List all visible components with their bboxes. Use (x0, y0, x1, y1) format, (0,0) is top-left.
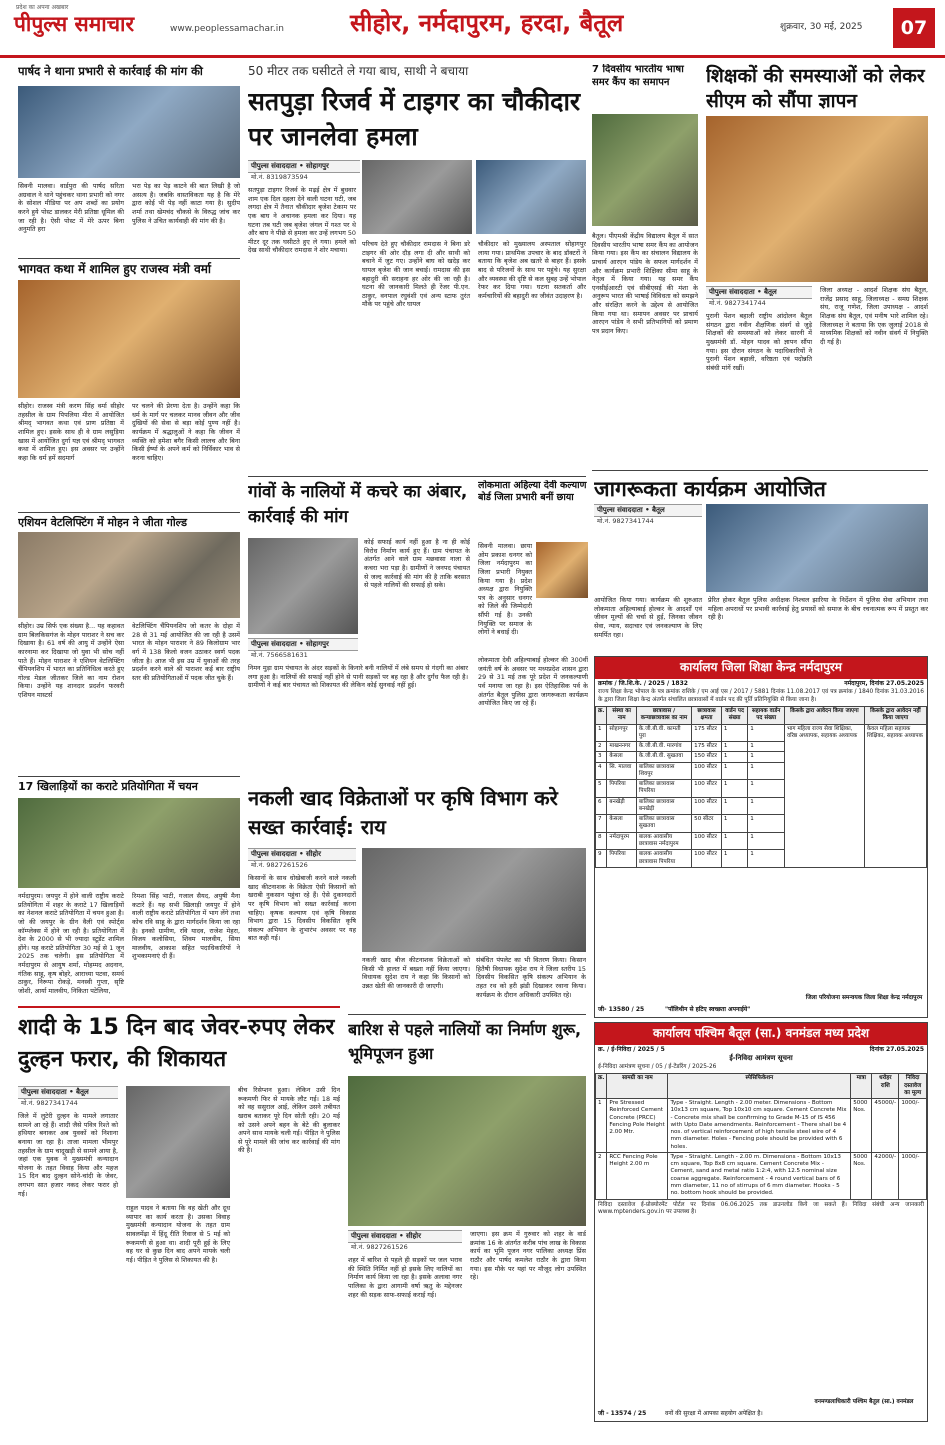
newspaper-logo: पीपुल्स समाचार (14, 11, 135, 36)
portrait-photo (536, 542, 588, 598)
article-headline: भागवत कथा में शामिल हुए राजस्व मंत्री वर्मा (18, 262, 212, 276)
notice-signatory: वनमण्डलाधिकारी पश्चिम बैतूल (सा.) वनमंडल (814, 1399, 914, 1406)
table-header-cell: सामग्री का नाम (607, 1074, 668, 1099)
article-body: वेटलिफ्टिंग चैंपियनशिप जो कतर के दोहा में 28 से 31 मई आयोजित की जा रही है उसमें भारत के मोहन पाराशर ने 89 किलोग्राम भार वर्ग में 138 किलो वजन उठाकर स्वर्ण पदक जीता है। आज भी इस उम्र में युवाओं की तरह प्रदर्शन करने वाले श्री पाराशर कई बार राष्ट्रीय स्तर की प्रतियोगिताओं में पदक जीत चुके हैं। (132, 622, 240, 682)
article-body: सिवनी मालवा। छाया ओम प्रकाश धनगर को जिला नर्मदापुरम का जिला प्रभारी नियुक्त किया गया है। प्रदेश अध्यक्ष द्वारा नियुक्ति पत्र के अनुसार धनगर को जिले की जिम्मेदारी सौंपी गई है। उनकी नियुक्ति पर समाज के लोगों ने बधाई दी। (478, 542, 532, 637)
table-cell: 1 (721, 780, 747, 798)
table-cell: 1 (748, 724, 785, 742)
article-photo (706, 504, 928, 592)
article-byline: पीपुल्स संवाददाता • सीहोर (348, 1230, 462, 1243)
article-headline: गांवों के नालियों में कचरे का अंबार, कार्रवाई की मांग (248, 482, 468, 527)
table-cell: 6 (596, 797, 607, 815)
article-kicker: 50 मीटर तक घसीटते ले गया बाघ, साथी ने बचाया (248, 64, 469, 78)
article-lokmata (478, 480, 588, 778)
article-teachers (706, 64, 928, 468)
article-body: आयोजित किया गया। कार्यक्रम की शुरुआत लोकमाता अहिल्याबाई होल्कर के आदर्शों एवं जीवन मूल्यों की चर्चा से हुई, जिनका जीवन सेवा, न्याय, सदाचार एवं जनकल्याण के लिए समर्पित रहा। (594, 596, 702, 639)
article-body: सीहोर। राजस्व मंत्री करण सिंह वर्मा सीहोर तहसील के ग्राम पिपलिया मीरा में आयोजित श्रीमद् भागवत कथा एवं प्राण प्रतिष्ठा में शामिल हुए। इसके साथ ही वे ग्राम लसुड़िया खास में आयोजित दुर्गा यज्ञ एवं श्रीमद् भागवत कथा में शामिल हुए। इस अवसर पर उन्होंने कहा कि धर्म हमें सदमार्ग (18, 402, 124, 462)
table-cell: के.जी.बी.वी. कामती पुरा (636, 724, 691, 742)
brand-tagline: प्रदेश का अपना अखबार (16, 4, 69, 11)
notice-education (594, 656, 928, 1018)
notice-slogan: वनों की सुरक्षा में आपका सहयोग अपेक्षित है। (665, 1410, 763, 1418)
table-cell: 1 (721, 850, 747, 868)
article-bride (18, 1012, 340, 1422)
article-photo (18, 798, 240, 888)
article-photo (476, 160, 586, 234)
article-body: प्रेरित होकर बैतूल पुलिस अधीक्षक निश्चल झारिया के निर्देशन में पुलिस सेवा अभियान तथा महिला अपराधों पर प्रभावी कार्रवाई हेतु प्रयासों को समाज के बीच रचनात्मक रूप में प्रस्तुत कर रही है। (708, 596, 928, 622)
article-tiger (248, 64, 586, 474)
table-cell: 1 (721, 724, 747, 742)
table-cell: के.जी.बी.वी. सुखतवा (636, 752, 691, 762)
table-cell: बालिका छात्रावास शिवपुर (636, 762, 691, 780)
article-photo (18, 280, 240, 398)
article-body: बैतूल। पीएमश्री केंद्रीय विद्यालय बैतूल में सात दिवसीय भारतीय भाषा समर कैंप का आयोजन किया गया। इस कैंप का संचालन विद्यालय के प्राचार्य आरएन पांडेय के सफल मार्गदर्शन में और कार्यक्रम प्रभारी शिक्षिका सीमा साहू के नेतृत्व में किया गया। यह समर कैंप एनसीईआरटी एवं सीबीएसई की मंशा के अनुरूप भारत की भाषाई विविधता को समझने और संरक्षित करने के उद्देश्य से आयोजित किया गया था। समापन अवसर पर प्राचार्य आरएन पांडेय ने सभी प्रतिभागियों को प्रमाण पत्र प्रदान किए। (592, 232, 698, 336)
table-cell: बालक आवासीय छात्रावास पिपरिया (636, 850, 691, 868)
table-cell: 1000/- (899, 1152, 927, 1199)
table-cell: 8 (596, 832, 607, 850)
article-body: शहर में बारिश से पहले ही सड़कों पर जल भराव की स्थिति निर्मित नहीं हो इसके लिए नालियों का निर्माण कार्य किया जा रहा है। इसके अलावा नगर पालिका के द्वारा आगामी वर्षा ऋतु के मद्देनजर शहर की सड़क साफ-सफाई कराई गई। (348, 1256, 462, 1299)
article-parshad (18, 64, 240, 256)
notice-title: कार्यालय पश्चिम बैतूल (सा.) वनमंडल मध्य प्रदेश (595, 1023, 927, 1045)
table-header-cell: मात्रा (851, 1074, 872, 1099)
table-cell: 100 सीटर (692, 832, 722, 850)
table-cell: 100 सीटर (692, 797, 722, 815)
table-cell: 5000 Nos. (851, 1099, 872, 1153)
article-body: पर चलने की प्रेरणा देता है। उन्होंने कहा कि धर्म के मार्ग पर चलकर मानव जीवन और जीव दुखियों की सेवा से बड़ा कोई पुण्य नहीं है। कार्यक्रम में श्रद्धालुओं ने कहा कि जीवन में व्यक्ति को हमेशा बगैर किसी लालच और बिना किसी ईर्ष्या के अपने कर्म को निर्विकार भाव से करना चाहिए। (132, 402, 240, 462)
article-body: जिले में लुटेरी दुल्हन के मामले लगातार सामने आ रहे हैं। शादी जैसे पवित्र रिश्ते को हथियार बनाकर अब युवकों को निशाना बनाया जा रहा है। ताजा मामला भीमपुर तहसील के ग्राम चादूखड़ी से सामने आया है, जहां एक युवक ने मुख्यमंत्री कन्यादान योजना के तहत विवाह किया और महज 15 दिन बाद दुल्हन सोने-चांदी के जेवर, लगभग सात हजार नकद लेकर फरार हो गई। (18, 1112, 118, 1198)
table-cell: केवल महिला सहायक शिक्षिका, सहायक अध्यापक (864, 724, 926, 867)
table-cell: नर्मदापुरम (607, 832, 636, 850)
table-cell: केसला (607, 752, 636, 762)
table-row (596, 724, 927, 742)
article-body: परिचय देते हुए चौकीदार रामदास ने बिना डरे टाइगर की ओर दौड़ लगा दी और साथी को बचाने में जुट गए। उन्होंने बाघ को खदेड़ कर घायल बृजेश की जान बचाई। रामदास की इस बहादुरी की सराहना हर ओर की जा रही है। घटना की जानकारी मिलते ही रेंजर पी.एन. ठाकुर, वनपाल रघुवंशी एवं अन्य स्टाफ तुरंत मौके पर पहुंचे और घायल (362, 240, 470, 309)
article-headline: लोकमाता अहिल्या देवी कल्याण बोर्ड जिला प्रभारी बनीं छाया (478, 480, 587, 503)
article-byline: पीपुल्स संवाददाता • बैतूल (18, 1086, 118, 1099)
website-link[interactable]: www.peoplessamachar.in (170, 24, 284, 34)
article-body: जिला अध्यक्ष - आदर्श शिक्षक संघ बैतूल, राजेंद्र प्रसाद साहू, जिलाध्यक्ष - समग्र शिक्षक संघ, राजू गणेश, जिला उपाध्यक्ष - आदर्श शिक्षक संघ बैतूल, एवं मनीष भारे शामिल रहे। जिलाध्यक्ष ने बताया कि एक जुलाई 2018 से माध्यमिक शिक्षकों को नवीन संवर्ग में नियुक्ति दी गई है। (820, 286, 928, 346)
article-body: कोई सफाई कार्य नहीं हुआ है ना ही कोई विरोध निर्माण कार्य हुए हैं। ग्राम पंचायत के अंतर्गत आने वाले ग्राम मछवासा नाला से कचरा भरा पड़ा है। ग्रामीणों ने जनपद पंचायत से जल्द कार्रवाई की मांग की है ताकि बरसात से पहले नालियों की सफाई हो सके। (364, 538, 470, 590)
article-drain-construction (348, 1018, 586, 1422)
notice-title: कार्यालय जिला शिक्षा केन्द्र नर्मदापुरम (595, 657, 927, 679)
article-photo (348, 1076, 586, 1226)
table-cell: सि. मालवा (607, 762, 636, 780)
table-cell: 2 (596, 742, 607, 752)
table-cell: पिपरिया (607, 850, 636, 868)
notice-ref: क्रमांक / जि.शि.के. / 2025 / 1832 (598, 679, 688, 687)
table-cell: 100 सीटर (692, 762, 722, 780)
notice-date: नर्मदापुरम, दिनांक 27.05.2025 (844, 679, 924, 687)
table-cell: 5 (596, 780, 607, 798)
notice-footer-code: जी- 13580 / 25 (598, 1006, 645, 1014)
table-header-cell: छात्रावास क्षमता (692, 707, 722, 725)
table-cell: माखननगर (607, 742, 636, 752)
article-headline: नकली खाद विक्रेताओं पर कृषि विभाग करे सख्त कार्रवाई: राय (248, 786, 558, 839)
table-cell: 2 (596, 1152, 607, 1199)
article-headline: शिक्षकों की समस्याओं को लेकर सीएम को सौंपा ज्ञापन (706, 65, 925, 112)
reporter-phone: मो.नं. 9827341744 (21, 1099, 78, 1107)
article-headline: 17 खिलाड़ियों का कराटे प्रतियोगिता में चयन (18, 780, 198, 793)
divider (18, 258, 240, 259)
table-cell: पिपरिया (607, 780, 636, 798)
table-cell: 1 (748, 832, 785, 850)
table-cell: 42000/- (872, 1152, 899, 1199)
article-headline: पार्षद ने थाना प्रभारी से कार्रवाई की मांग की (18, 64, 203, 78)
issue-date: शुक्रवार, 30 मई, 2025 (780, 22, 863, 32)
article-photo (706, 116, 928, 282)
table-row (596, 1152, 927, 1199)
article-body: किसानों के साथ धोखेबाजी करने वाले नकली खाद कीटनाशक के विक्रेता ऐसी किसानों को खराबी नुकसान पहुंचा रहे हैं। ऐसे दुकानदारों पर कृषि विभाग को सख्त कार्रवाई करना चाहिए। कृषक कल्याण एवं कृषि विकास विभाग द्वारा 15 दिवसीय विकसित कृषि संकल्प अभियान के शुभारंभ अवसर पर यह बात कही गई। (248, 874, 356, 943)
table-cell: 175 सीटर (692, 724, 722, 742)
reporter-phone: मो.नं. 9827341744 (709, 299, 766, 307)
table-cell: बालिका छात्रावास बनखेड़ी (636, 797, 691, 815)
article-headline: एशियन वेटलिफ्टिंग में मोहन ने जीता गोल्ड (18, 516, 188, 529)
article-body: भरा पेड़ का पेड़ काटने की बात लिखी है जो असत्य है। जबकि वास्तविकता यह है कि मेरे द्वारा कोई भी पेड़ नहीं काटा गया है। सुदीप शर्मा तथा खेमचंद चौकसे के विरुद्ध जांच कर पुलिस ने उचित कार्यवाही की मांग की है। (132, 182, 240, 225)
table-cell: 1 (748, 780, 785, 798)
table-cell: 1 (748, 797, 785, 815)
table-header-row (596, 1074, 927, 1099)
article-body: जाएगा। इस क्रम में गुरुवार को शहर के वार्ड क्रमांक 16 के अंतर्गत करीब पांच लाख के विकास कार्य का भूमि पूजन नगर पालिका अध्यक्ष प्रिंस राठौर और पार्षद कमलेश राठौर के द्वारा किया गया। इस मौके पर यहां पर मौजूद लोग उपस्थित रहे। (470, 1230, 586, 1282)
article-headline: 7 दिवसीय भारतीय भाषा समर कैंप का समापन (592, 64, 684, 88)
table-row (596, 1099, 927, 1153)
table-header-cell: संस्था का नाम (607, 707, 636, 725)
article-body: पुरानी पेंशन बहाली राष्ट्रीय आंदोलन बैतूल संगठन द्वारा नवीन शैक्षणिक संवर्ग से जुड़े शिक्षकों की समस्याओं को लेकर सारनी में मुख्यमंत्री डॉ. मोहन यादव को ज्ञापन सौंपा गया। इस दौरान संगठन के पदाधिकारियों ने पुरानी पेंशन बहाली, वरिष्ठता एवं पदोन्नति संबंधी मांगें रखीं। (706, 312, 812, 372)
article-body: सीहोर। उम्र सिर्फ एक संख्या है... यह कहावत ग्राम बिलकिसगंज के मोहन पाराशर ने सच कर दिखाया है। 61 वर्ष की आयु में उन्होंने ऐसा कारनामा कर दिखाया जो युवा भी सोच नहीं पाते हैं। मोहन पाराशर ने एशियन वेटलिफ्टिंग चैंपियनशिप में भारत का प्रतिनिधित्व करते हुए गोल्ड मेडल जीतकर जिले का नाम रोशन किया। उन्होंने यह शानदार प्रदर्शन फरवरी एशियन मास्टर्स (18, 622, 124, 700)
notice-forest (594, 1022, 928, 1422)
table-cell: 1 (721, 832, 747, 850)
divider (248, 476, 586, 477)
article-photo (362, 848, 586, 952)
table-header-row (596, 707, 927, 725)
table-cell: सोहागपुर (607, 724, 636, 742)
article-headline: जागरूकता कार्यक्रम आयोजित (594, 477, 826, 501)
notice-subtitle: ई-निविदा आमंत्रण सूचना (729, 1054, 793, 1063)
table-header-cell: क्र. (596, 707, 607, 725)
table-cell: Pre Stressed Reinforced Cement Concrete (PRCC) Fencing Pole Height 2.00 Mtr. (607, 1099, 668, 1153)
article-photo (18, 86, 240, 178)
article-summer-camp (592, 64, 698, 474)
table-cell: Type - Straight. Length - 2.00 meter. Dimensions - Bottom 10x13 cm square, Top 10x10 cm square. Cement Concrete Mix - Concrete mix shall be confirming to Grade M-15 of IS 456 with Upto Date amendments. Reinforcement - There shall be 4 nos. of vertical reinforcement of high tensile steel wire of 4 mm diameter. Holes - Fencing pole should be provided with 6 holes. (668, 1099, 851, 1153)
article-bhagwat (18, 262, 240, 510)
divider (18, 776, 240, 777)
table-cell: 50 सीटर (692, 815, 722, 833)
table-cell: 1 (721, 797, 747, 815)
notice-date: दिनांक 27.05.2025 (869, 1045, 924, 1053)
table-header-cell: वार्डन पद संख्या (721, 707, 747, 725)
table-cell: 1 (596, 1099, 607, 1153)
divider (18, 512, 240, 513)
article-fertilizer (248, 784, 586, 1012)
table-cell: 100 सीटर (692, 850, 722, 868)
article-photo (592, 114, 698, 226)
reporter-phone: मो.नं. 8319873594 (251, 173, 308, 181)
table-cell: बालिका छात्रावास सुखतवा (636, 815, 691, 833)
notice-ref: क्र. / ई-निविदा / 2025 / 5 (598, 1045, 665, 1053)
article-body: संबंधित पंपलेट का भी वितरण किया। किसान हितैषी विधायक सुदेश राय ने जिला स्तरीय 15 दिवसीय विकसित कृषि संकल्प अभियान के तहत रथ को हरी झंडी दिखाकर रवाना किया। कार्यक्रम के दौरान अधिकारी उपस्थित रहे। (476, 956, 586, 999)
article-photo (126, 1086, 230, 1198)
article-photo (362, 160, 472, 234)
article-photo (18, 532, 240, 618)
masthead (0, 0, 945, 58)
notice-terms: निविदा दस्तावेज ई-प्रोक्योरमेंट पोर्टल पर दिनांक 06.06.2025 तक डाउनलोड किये जा सकते हैं। निविदा संबंधी अन्य जानकारी www.mptenders.gov.in पर उपलब्ध है। (598, 1201, 924, 1216)
table-cell: 1 (748, 762, 785, 780)
table-cell: 175 सीटर (692, 742, 722, 752)
article-body: नकली खाद बीज कीटनाशक विक्रेताओं को किसी भी हालत में बख्शा नहीं किया जाएगा। विधायक सुदेश राय ने कहा कि किसानों को उन्नत खेती की जानकारी दी जाएगी। (362, 956, 470, 990)
table-cell: बालक आवासीय छात्रावास नर्मदापुरम (636, 832, 691, 850)
divider (592, 470, 928, 471)
article-headline: बारिश से पहले नालियों का निर्माण शुरू, भूमिपूजन हुआ (348, 1020, 582, 1063)
article-byline: पीपुल्स संवाददाता • बैतूल (594, 504, 702, 517)
table-cell: 1000/- (899, 1099, 927, 1153)
table-header-cell: स्पेसिफिकेशन (668, 1074, 851, 1099)
article-body: रिमशा सिंह भाटी, गजाल सैयद, अयुषी मैना कटारे हैं। यह सभी खिलाड़ी जयपुर में होने वाली राष्ट्रीय कराटे प्रतियोगिता में भाग लेंगे तथा कोच रवि साहू के द्वारा मार्गदर्शन किया जा रहा है। इनको ग्रामीण, रवि यादव, राजेश मेहरा, विजय कलोसिया, शिवम मालवीय, सिया मालवीय, आकाश सहित पदाधिकारियों ने शुभकामनाएं दी हैं। (132, 892, 240, 961)
notice-ref-row (595, 1045, 927, 1055)
reporter-phone: मो.नं. 9827261526 (351, 1243, 408, 1251)
article-karate (18, 780, 240, 1002)
table-cell: 45000/- (872, 1099, 899, 1153)
article-body: निमन मुड़ा ग्राम पंचायत के अंदर सड़कों के किनारे बनी नालियों में लंबे समय से गंदगी का अंबार लगा हुआ है। नालियों की सफाई नहीं होने से पानी सड़कों पर बह रहा है और दुर्गंध फैल रही है। ग्रामीणों ने कई बार पंचायत को शिकायत की लेकिन कोई सुनवाई नहीं हुई। (248, 664, 468, 690)
article-photo (248, 538, 358, 634)
table-cell: 3 (596, 752, 607, 762)
notice-slogan: "पॉलिथीन से हटिए स्वच्छता अपनाईये" (665, 1006, 751, 1014)
table-cell: Type - Straight. Length - 2.00 m. Dimensions - Bottom 10x13 cm square, Top 8x8 cm square. Cement Concrete Mix - Cement, sand and metal ratio 1:2:4, with 12.5 nominal size coarse aggregate. Reinforcement - 4 round vertical bars of 6 mm diameter, 11 no of stirrups of 6 mm diameter. Hooks - 5 no. bottom hook should be provided. (668, 1152, 851, 1199)
article-body: बीच रिसेप्शन हुआ। लेकिन उसी दिन रूकमणी फिर से मायके लौट गई। 18 मई को वह ससुराल आई, लेकिन उसने तबीयत खराब बताकर पूरे दिन सोती रही। 20 मई को उसने अपने बहन के बेटे की बुलाकर अपने साथ मायके चली गई। पीड़ित ने पुलिस से पूरे मामले की जांच कर कार्रवाई की मांग की है। (238, 1086, 340, 1155)
article-byline: पीपुल्स संवाददाता • सोहागपुर (248, 638, 358, 651)
reporter-phone: मो.नं. 9827341744 (597, 517, 654, 525)
table-cell: बनखेड़ी (607, 797, 636, 815)
page-number: 07 (893, 8, 935, 48)
table-cell: 9 (596, 850, 607, 868)
table-header-cell: किसके द्वारा आवेदन किया जाएगा (785, 707, 865, 725)
divider (348, 1014, 586, 1015)
article-byline: पीपुल्स संवाददाता • सीहोर (248, 848, 356, 861)
article-body: राहुल यादव ने बताया कि वह खेती और दूध व्यापार का कार्य करता है। उसका विवाह मुख्यमंत्री कन्यादान योजना के तहत ग्राम सावलमेंढ़ा में हिंदू रीति रिवाज से 5 मई को रूकमणी से हुआ था। शादी पूरी हुई के लिए वह घर से कुछ दिन बाद अपने मायके चली गई। पीड़ित ने पुलिस से शिकायत की है। (126, 1204, 230, 1264)
table-cell: के.जी.बी.वी. मारगांव (636, 742, 691, 752)
article-headline: सतपुड़ा रिजर्व में टाइगर का चौकीदार पर जानलेवा हमला (248, 86, 581, 151)
article-body: सतपुड़ा टाइगर रिजर्व के मढ़ई क्षेत्र में बुधवार शाम एक दिल दहला देने वाली घटना घटी, जब लगदा क्षेत्र में तैनात चौकीदार बृजेश टेकाम पर एक बाघ ने अचानक हमला कर दिया। यह घटना तब घटी जब बृजेश जंगल में गश्त पर थे और बाघ ने पीछे से हमला कर उन्हें लगभग 50 मीटर दूर तक घसीटते हुए ले गया। हमले को देख साथी चौकीदार रामदास ने शोर मचाया। (248, 186, 356, 255)
notice-table (595, 1073, 927, 1199)
table-cell: 1 (748, 752, 785, 762)
article-drains (248, 480, 470, 778)
table-cell: 1 (748, 815, 785, 833)
table-cell: 100 सीटर (692, 780, 722, 798)
notice-signatory: जिला परियोजना समन्वयक जिला शिक्षा केन्द्र नर्मदापुरम (805, 995, 923, 1002)
table-header-cell: निविदा दस्तावेज का मूल्य (899, 1074, 927, 1099)
table-header-cell: क्र. (596, 1074, 607, 1099)
article-body: नर्मदापुरम। जयपुर में होने वाली राष्ट्रीय कराटे प्रतियोगिता में शहर के कराटे 17 खिलाड़ियों का नेशनल कराटे प्रतियोगिता में चयन हुआ है। जो की जयपुर के ग्रीन वैली एवं स्पोर्ट्स कॉम्प्लेक्स में होने जा रही है। प्रतियोगिता में देश के 2000 से भी ज्यादा स्टूडेंट शामिल होंगे। यह कराटे प्रतियोगिता 30 मई से 1 जून 2025 तक चलेगी। इस प्रतियोगिता में नर्मदापुरम से आयुष शर्मा, मोहम्मद अदनान, गंतिक साहू, कृष बोहरे, आराध्या पटवा, समर्थ ठाकुर, निरूपा रोकड़े, मनस्वी गुप्ता, सृष्टि जोशी, आर्या मालवीय, निकिता पटेलिया, (18, 892, 124, 996)
article-body: चौकीदार को मुख्यालय अस्पताल सोहागपुर लाया गया। प्राथमिक उपचार के बाद डॉक्टरों ने बताया कि बृजेश अब खतरे से बाहर हैं। इसके बाद से परिजनों के साथ पर पहुंचे। यह सुरक्षा और व्यवस्था की दृष्टि से कल सुबह उन्हें भोपाल रेफर कर दिया गया। घटना सतकर्ता और कर्मचारियों की बहादुरी का जीवंत उदाहरण है। (478, 240, 586, 300)
table-cell: 1 (721, 742, 747, 752)
table-cell: 4 (596, 762, 607, 780)
edition-title: सीहोर, नर्मदापुरम, हरदा, बैतूल (350, 9, 624, 37)
table-cell: भाग महिला राज्य सेवा शिक्षिका, वरिष्ठ अध्यापक, सहायक अध्यापक (785, 724, 865, 867)
table-cell: 1 (748, 742, 785, 752)
table-cell: RCC Fencing Pole Height 2.00 m (607, 1152, 668, 1199)
notice-intro: ई-निविदा आमंत्रण सूचना / 05 / ई-टेंडरिंग / 2025-26 (598, 1064, 717, 1071)
table-header-cell: धरोहर राशि (872, 1074, 899, 1099)
table-cell: केसला (607, 815, 636, 833)
table-header-cell: किसके द्वारा आवेदन नहीं किया जाएगा (864, 707, 926, 725)
table-header-cell: सहायक वार्डन पद संख्या (748, 707, 785, 725)
notice-table (595, 706, 927, 868)
notice-ref-row (595, 679, 927, 689)
article-body: लोकमाता देवी अहिल्याबाई होल्कर की 300वीं जयंती वर्ष के अवसर पर मध्यप्रदेश शासन द्वारा 29 से 31 मई तक पूरे प्रदेश में जनकल्याणी पर्व मनाया जा रहा है। इस ऐतिहासिक पर्व के अंतर्गत बैतूल पुलिस द्वारा जागरूकता कार्यक्रम आयोजित किए जा रहे हैं। (478, 656, 588, 708)
article-byline: पीपुल्स संवाददाता • सोहागपुर (248, 160, 360, 173)
table-cell: 1 (748, 850, 785, 868)
table-cell: बालिका छात्रावास पिपरिया (636, 780, 691, 798)
notice-intro: राज्य शिक्षा केन्द्र भोपाल के पत्र क्रमांक राशिके / एम आई एस / 2017 / 5881 दिनांक 11.08.2017 एवं पत्र क्रमांक / 1840 दिनांक 31.03.2016 के द्वारा जिला शिक्षा केन्द्र अंतर्गत संचालित छात्रावासों में वार्डन पद की पूर्ति प्रतिनियुक्ति से किया जाना है। (598, 689, 924, 704)
table-cell: 1 (721, 762, 747, 780)
table-cell: 1 (721, 752, 747, 762)
table-cell: 1 (721, 815, 747, 833)
table-cell: 1 (596, 724, 607, 742)
reporter-phone: मो.नं. 9827261526 (251, 861, 308, 869)
table-cell: 5000 Nos. (851, 1152, 872, 1199)
notice-footer-code: जी - 13574 / 25 (598, 1410, 647, 1418)
table-cell: 7 (596, 815, 607, 833)
reporter-phone: मो.नं. 7566581631 (251, 651, 308, 659)
article-body: सिवनी मालवा। वार्डपुरा की पार्षद सरिता अग्रवाल ने थाने पहुंचकर थाना प्रभारी को नगर के सोशल मीडिया पर अप शब्दों का प्रयोग करने हुये पोस्ट डालकर मेरी प्रतिष्ठा धूमिल की जा रही है। ऐसी पोस्ट में मेरे ऊपर बिना अनुमति हरा (18, 182, 124, 234)
table-header-cell: छात्रावास / कन्याछात्रावास का नाम (636, 707, 691, 725)
article-weightlifting (18, 516, 240, 774)
article-headline: शादी के 15 दिन बाद जेवर-रुपए लेकर दुल्हन फरार, की शिकायत (18, 1015, 335, 1072)
table-cell: 150 सीटर (692, 752, 722, 762)
article-byline: पीपुल्स संवाददाता • बैतूल (706, 286, 812, 299)
article-awareness (594, 476, 928, 652)
